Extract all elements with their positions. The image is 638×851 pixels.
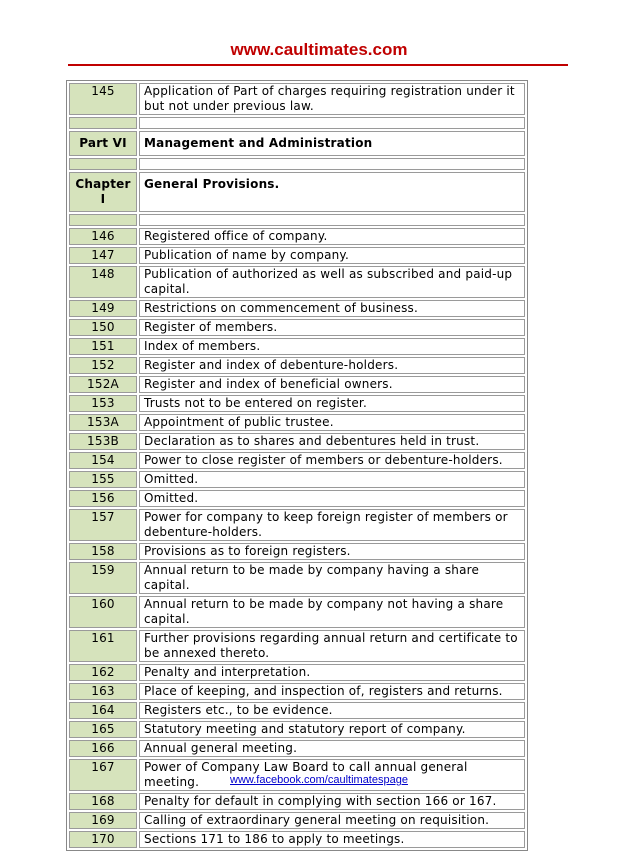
spacer-cell	[139, 214, 525, 226]
section-number: 152	[69, 357, 137, 374]
section-number: 154	[69, 452, 137, 469]
spacer-cell	[139, 117, 525, 129]
section-number: 149	[69, 300, 137, 317]
table-row	[69, 630, 525, 662]
spacer-row	[69, 117, 525, 129]
header-divider	[68, 64, 568, 66]
section-number: 165	[69, 721, 137, 738]
section-number: 155	[69, 471, 137, 488]
section-number: 160	[69, 596, 137, 628]
section-title: Management and Administration	[139, 131, 525, 156]
spacer-cell	[69, 214, 137, 226]
section-number: 157	[69, 509, 137, 541]
footer-facebook-link[interactable]: www.facebook.com/caultimatespage	[230, 774, 408, 786]
section-title: Annual return to be made by company not having a share capital.	[139, 596, 525, 628]
section-number: 167	[69, 759, 137, 791]
section-title: Annual return to be made by company having a share capital.	[139, 562, 525, 594]
table-row	[69, 395, 525, 412]
table-row	[69, 414, 525, 431]
section-title: General Provisions.	[139, 172, 525, 212]
section-title: Appointment of public trustee.	[139, 414, 525, 431]
table-row	[69, 702, 525, 719]
section-title: Power for company to keep foreign register of members or debenture-holders.	[139, 509, 525, 541]
section-number: 162	[69, 664, 137, 681]
section-number: 159	[69, 562, 137, 594]
section-number: 166	[69, 740, 137, 757]
section-title: Index of members.	[139, 338, 525, 355]
section-title: Declaration as to shares and debentures held in trust.	[139, 433, 525, 450]
section-title: Place of keeping, and inspection of, registers and returns.	[139, 683, 525, 700]
table-row	[69, 376, 525, 393]
section-title: Calling of extraordinary general meeting on requisition.	[139, 812, 525, 829]
section-number: 153A	[69, 414, 137, 431]
spacer-cell	[69, 158, 137, 170]
section-number: 156	[69, 490, 137, 507]
spacer-cell	[69, 117, 137, 129]
section-title: Publication of name by company.	[139, 247, 525, 264]
table-row	[69, 452, 525, 469]
contents-table	[66, 80, 528, 851]
table-row	[69, 721, 525, 738]
section-number: 146	[69, 228, 137, 245]
spacer-cell	[139, 158, 525, 170]
section-title: Registered office of company.	[139, 228, 525, 245]
section-title: Penalty for default in complying with section 166 or 167.	[139, 793, 525, 810]
section-number: 148	[69, 266, 137, 298]
table-row	[69, 683, 525, 700]
section-heading-row	[69, 131, 525, 156]
table-row	[69, 471, 525, 488]
section-title: Registers etc., to be evidence.	[139, 702, 525, 719]
section-title: Restrictions on commencement of business.	[139, 300, 525, 317]
section-title: Register and index of debenture-holders.	[139, 357, 525, 374]
section-number: 152A	[69, 376, 137, 393]
table-row	[69, 83, 525, 115]
section-title: Further provisions regarding annual return and certificate to be annexed thereto.	[139, 630, 525, 662]
contents-table-body	[69, 83, 525, 848]
section-title: Trusts not to be entered on register.	[139, 395, 525, 412]
table-row	[69, 300, 525, 317]
section-title: Application of Part of charges requiring registration under it but not under previous law.	[139, 83, 525, 115]
table-row	[69, 664, 525, 681]
table-row	[69, 247, 525, 264]
section-title: Omitted.	[139, 471, 525, 488]
table-row	[69, 357, 525, 374]
table-row	[69, 812, 525, 829]
section-title: Publication of authorized as well as subscribed and paid-up capital.	[139, 266, 525, 298]
table-row	[69, 433, 525, 450]
spacer-row	[69, 214, 525, 226]
section-number: 153	[69, 395, 137, 412]
section-title: Power to close register of members or debenture-holders.	[139, 452, 525, 469]
section-number: 164	[69, 702, 137, 719]
section-number: 151	[69, 338, 137, 355]
section-number: 163	[69, 683, 137, 700]
table-row	[69, 596, 525, 628]
table-row	[69, 490, 525, 507]
section-title: Sections 171 to 186 to apply to meetings.	[139, 831, 525, 848]
section-number: 158	[69, 543, 137, 560]
table-row	[69, 338, 525, 355]
table-row	[69, 740, 525, 757]
section-number: 147	[69, 247, 137, 264]
table-row	[69, 543, 525, 560]
section-title: Annual general meeting.	[139, 740, 525, 757]
section-heading-row	[69, 172, 525, 212]
table-row	[69, 793, 525, 810]
section-title: Register of members.	[139, 319, 525, 336]
section-number: 169	[69, 812, 137, 829]
section-title: Penalty and interpretation.	[139, 664, 525, 681]
section-number: 168	[69, 793, 137, 810]
table-row	[69, 831, 525, 848]
section-title: Power of Company Law Board to call annual general meeting.	[139, 759, 525, 791]
table-row	[69, 562, 525, 594]
section-number: Chapter I	[69, 172, 137, 212]
section-number: 170	[69, 831, 137, 848]
header-site-link[interactable]: www.caultimates.com	[230, 40, 408, 59]
table-row	[69, 228, 525, 245]
table-row	[69, 509, 525, 541]
section-number: 145	[69, 83, 137, 115]
spacer-row	[69, 158, 525, 170]
section-number: Part VI	[69, 131, 137, 156]
section-number: 161	[69, 630, 137, 662]
section-number: 150	[69, 319, 137, 336]
table-row	[69, 319, 525, 336]
section-title: Provisions as to foreign registers.	[139, 543, 525, 560]
section-number: 153B	[69, 433, 137, 450]
section-title: Statutory meeting and statutory report of company.	[139, 721, 525, 738]
section-title: Register and index of beneficial owners.	[139, 376, 525, 393]
section-title: Omitted.	[139, 490, 525, 507]
table-row	[69, 266, 525, 298]
